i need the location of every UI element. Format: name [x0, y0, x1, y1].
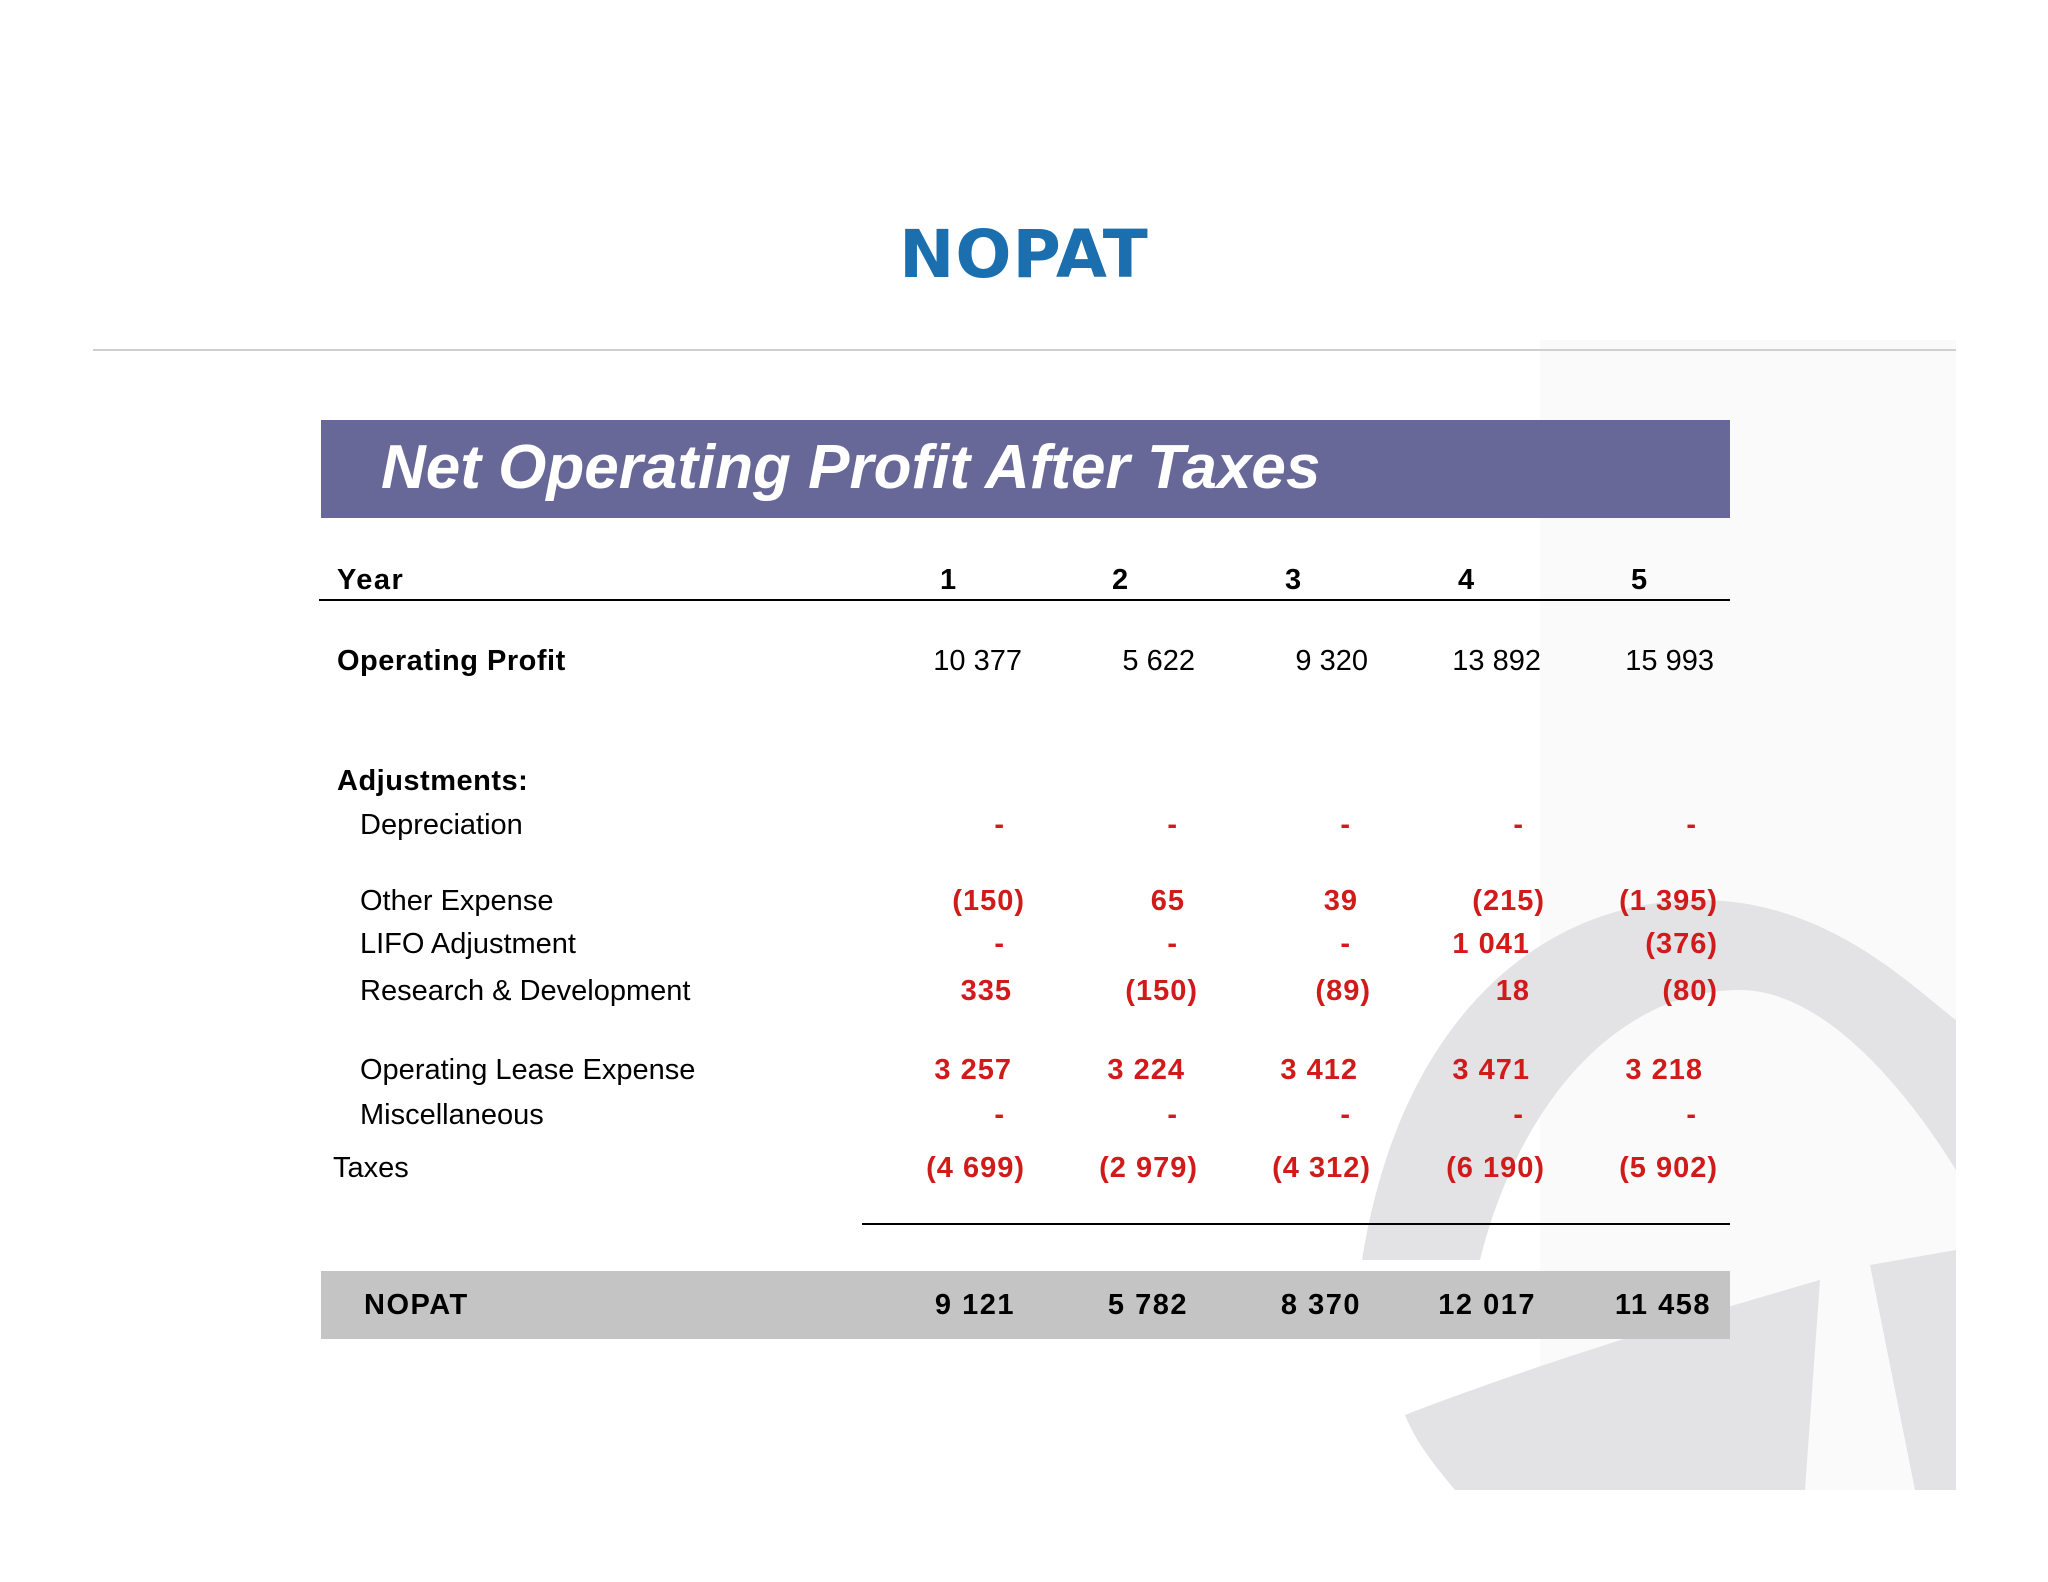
miscellaneous-label: Miscellaneous: [360, 1099, 544, 1131]
taxes-label: Taxes: [333, 1152, 409, 1184]
banner-title: Net Operating Profit After Taxes: [381, 433, 1321, 502]
research-development-label: Research & Development: [360, 975, 691, 1007]
other-expense-y3: 39: [1323, 885, 1358, 917]
nopat-label: NOPAT: [364, 1289, 469, 1321]
other-expense-label: Other Expense: [360, 885, 554, 917]
lifo-adjustment-label: LIFO Adjustment: [360, 928, 576, 960]
taxes-y4: (6 190): [1446, 1152, 1545, 1184]
depreciation-y4: -: [1513, 809, 1524, 841]
operating-profit-label: Operating Profit: [337, 645, 566, 677]
operating-lease-expense-y4: 3 471: [1452, 1054, 1530, 1086]
nopat-y5: 11 458: [1614, 1289, 1711, 1321]
operating-lease-expense-y3: 3 412: [1280, 1054, 1358, 1086]
other-expense-y2: 65: [1150, 885, 1185, 917]
adjustments-label: Adjustments:: [337, 765, 529, 797]
research-development-y3: (89): [1315, 975, 1371, 1007]
depreciation-y3: -: [1340, 809, 1351, 841]
other-expense-y1: (150): [952, 885, 1025, 917]
research-development-y1: 335: [960, 975, 1012, 1007]
year-header-label: Year: [337, 564, 405, 596]
year-header-2: 2: [1112, 564, 1130, 596]
nopat-y4: 12 017: [1438, 1289, 1536, 1321]
slide-title: NOPAT: [899, 216, 1149, 293]
table-banner: [321, 420, 1730, 518]
operating-lease-expense-y2: 3 224: [1107, 1054, 1185, 1086]
operating-profit-y1: 10 377: [933, 645, 1022, 677]
nopat-y1: 9 121: [934, 1289, 1015, 1321]
year-header-4: 4: [1458, 564, 1476, 596]
nopat-y2: 5 782: [1107, 1289, 1188, 1321]
operating-lease-expense-y5: 3 218: [1625, 1054, 1703, 1086]
total-divider: [862, 1223, 1730, 1225]
lifo-adjustment-y5: (376): [1645, 928, 1718, 960]
operating-lease-expense-label: Operating Lease Expense: [360, 1054, 696, 1086]
taxes-y5: (5 902): [1619, 1152, 1718, 1184]
research-development-y5: (80): [1662, 975, 1718, 1007]
nopat-y3: 8 370: [1280, 1289, 1361, 1321]
other-expense-y4: (215): [1472, 885, 1545, 917]
operating-profit-y5: 15 993: [1625, 645, 1714, 677]
year-header-5: 5: [1631, 564, 1649, 596]
miscellaneous-y3: -: [1340, 1099, 1351, 1131]
other-expense-y5: (1 395): [1619, 885, 1718, 917]
miscellaneous-y5: -: [1686, 1099, 1697, 1131]
taxes-y2: (2 979): [1099, 1152, 1198, 1184]
research-development-y2: (150): [1125, 975, 1198, 1007]
header-divider: [319, 599, 1730, 601]
lifo-adjustment-y4: 1 041: [1452, 928, 1530, 960]
miscellaneous-y2: -: [1167, 1099, 1178, 1131]
operating-profit-y2: 5 622: [1122, 645, 1195, 677]
operating-profit-y3: 9 320: [1295, 645, 1368, 677]
miscellaneous-y4: -: [1513, 1099, 1524, 1131]
taxes-y3: (4 312): [1272, 1152, 1371, 1184]
depreciation-y2: -: [1167, 809, 1178, 841]
title-divider: [93, 349, 1956, 351]
operating-lease-expense-y1: 3 257: [934, 1054, 1012, 1086]
lifo-adjustment-y3: -: [1340, 928, 1351, 960]
lifo-adjustment-y1: -: [994, 928, 1005, 960]
lifo-adjustment-y2: -: [1167, 928, 1178, 960]
depreciation-y1: -: [994, 809, 1005, 841]
depreciation-y5: -: [1686, 809, 1697, 841]
year-header-1: 1: [940, 564, 958, 596]
year-header-3: 3: [1285, 564, 1303, 596]
taxes-y1: (4 699): [926, 1152, 1025, 1184]
operating-profit-y4: 13 892: [1452, 645, 1541, 677]
research-development-y4: 18: [1495, 975, 1530, 1007]
depreciation-label: Depreciation: [360, 809, 523, 841]
miscellaneous-y1: -: [994, 1099, 1005, 1131]
